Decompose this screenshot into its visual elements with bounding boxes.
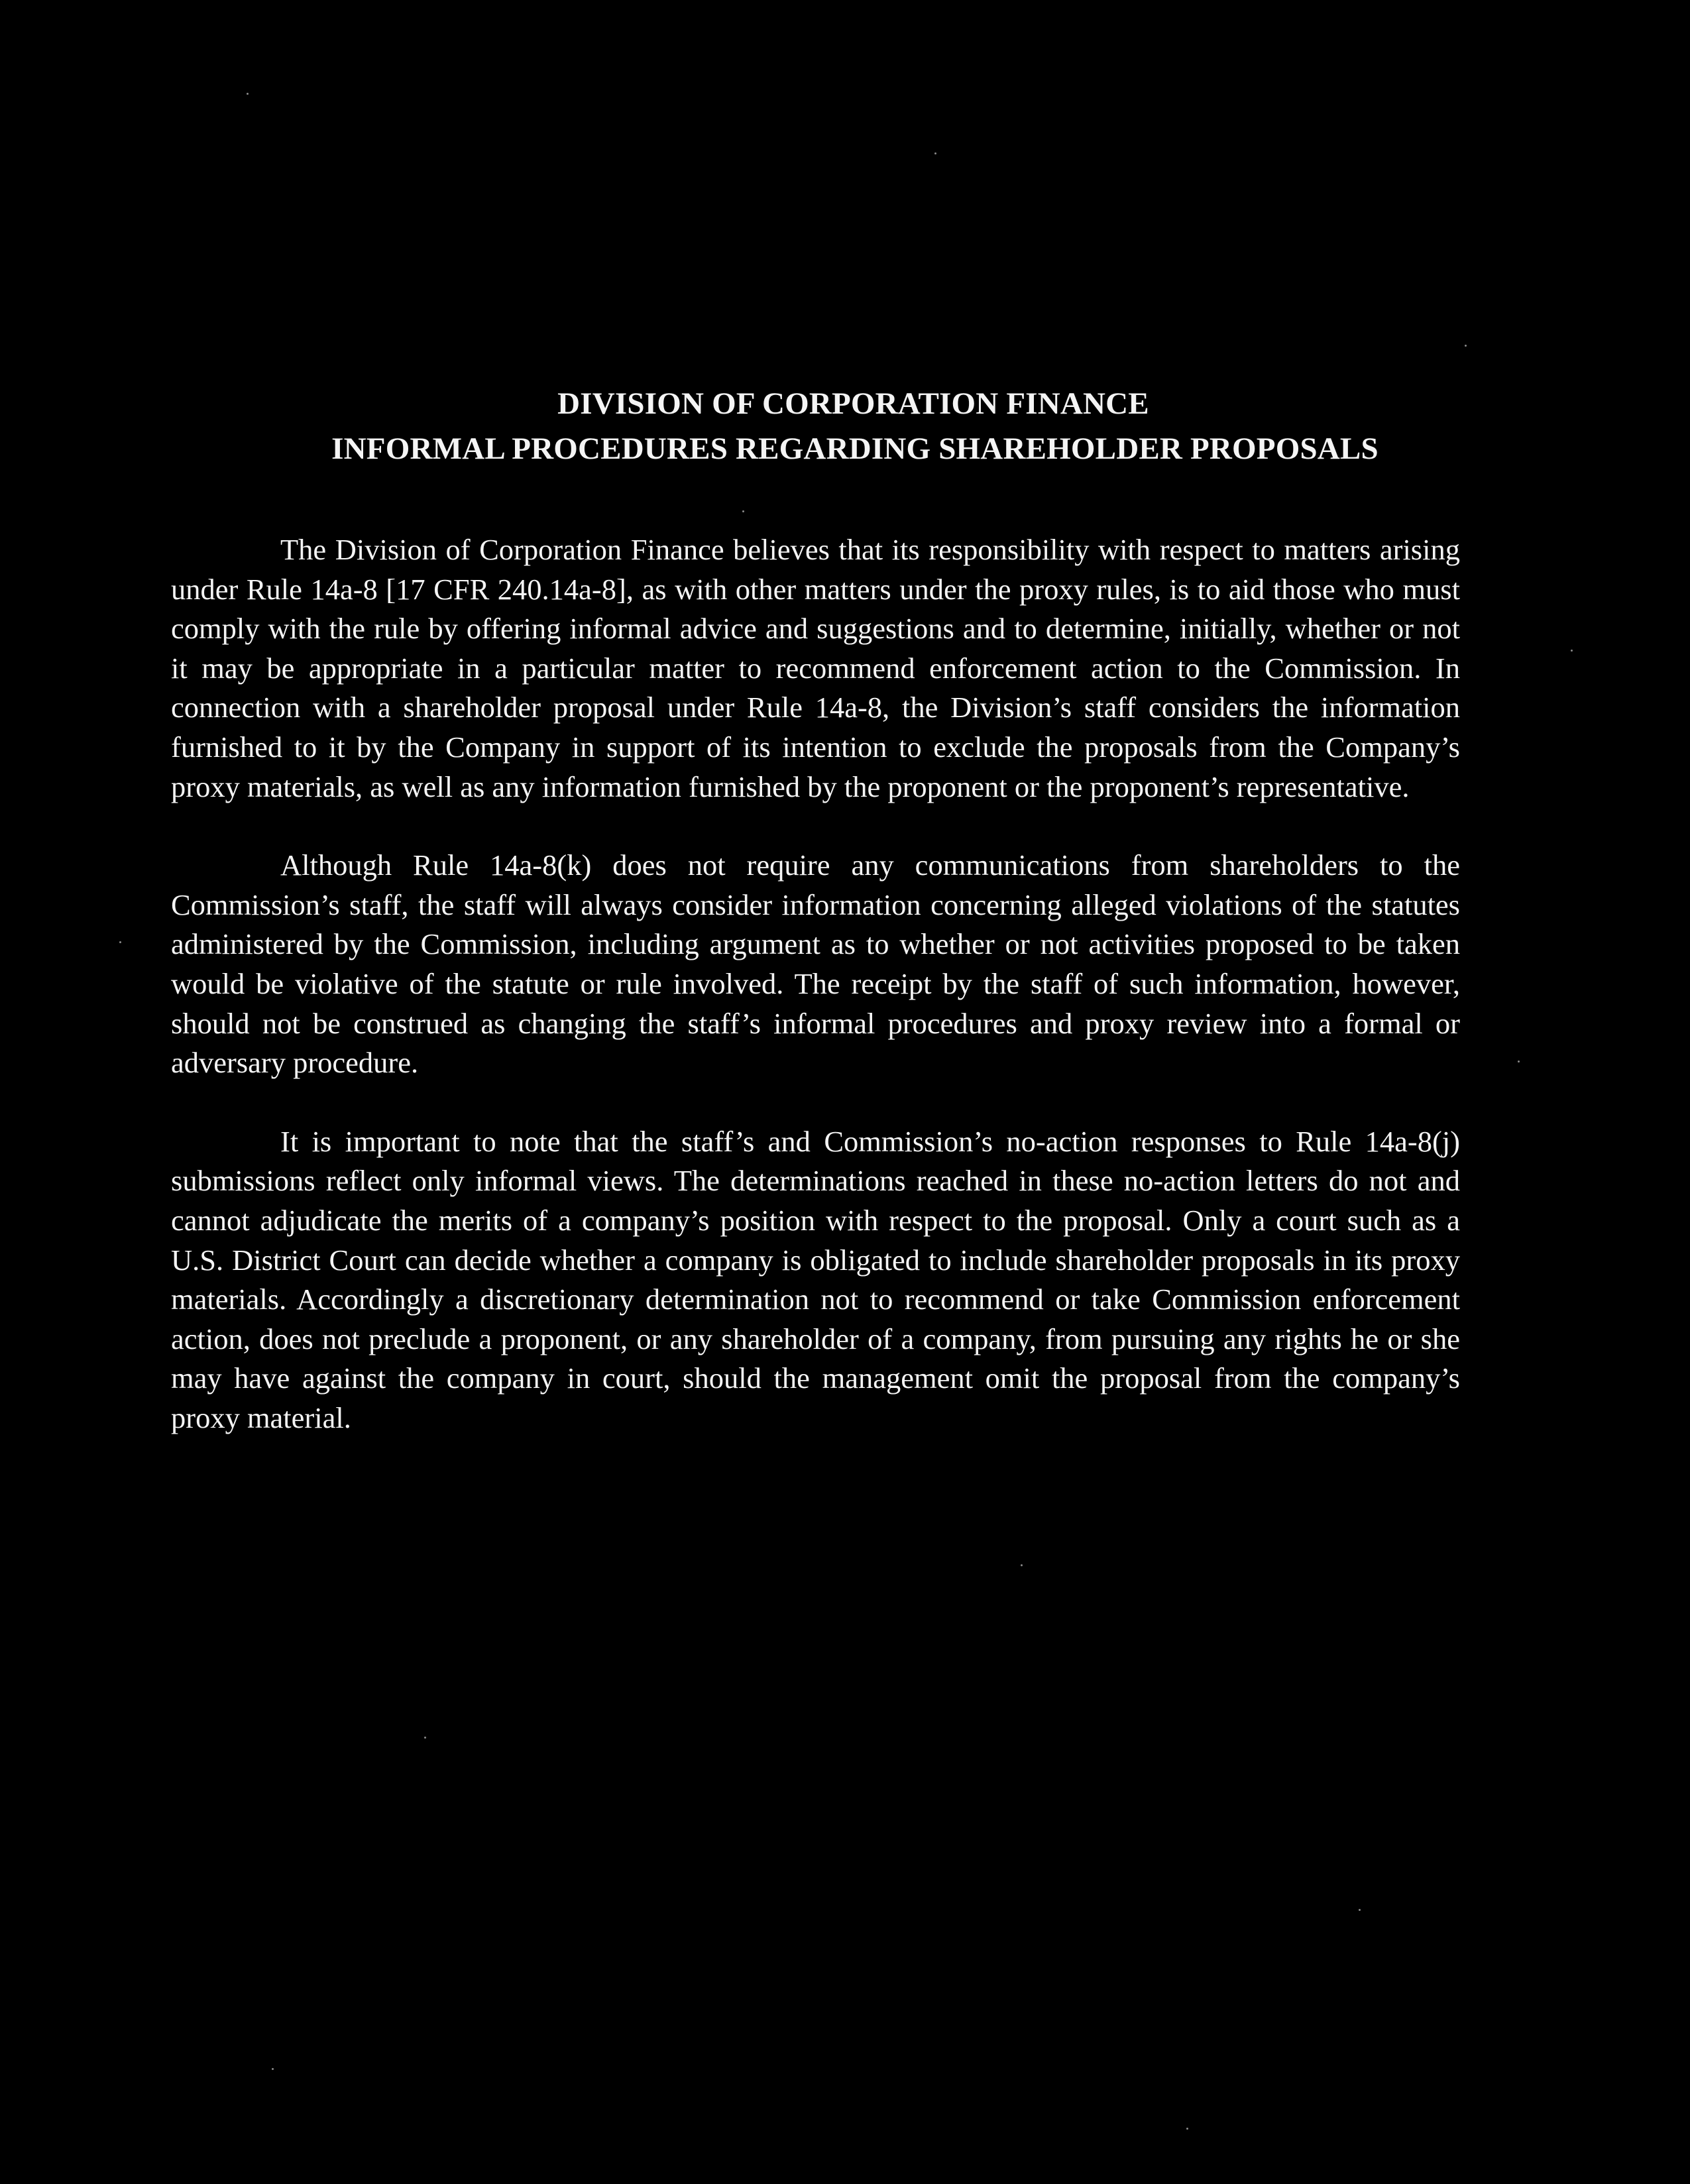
scan-speck [424,1737,426,1739]
document-heading [0,381,1690,471]
paragraph-no-action-views: It is important to note that the staff’s and Commission’s no-action responses to Rule 14a-8(j) submissions reflect only informal views. The determinations reached in these no-action letters do not and cannot adjudicate the merits of a company’s position with respect to the proposal. Only a court such as a U.S. District Court can decide whether a company is obligated to include shareholder proposals in its proxy materials. Accordingly a discretionary determination not to recommend or take Commission enforcement action, does not preclude a proponent, or any shareholder of a company, from pursuing any rights he or she may have against the company in court, should the management omit the proposal from the company’s proxy material. [171,1124,1460,1434]
paragraph-communications: Although Rule 14a-8(k) does not require any communications from shareholders to the Commission’s staff, the staff will always consider information concerning alleged violations of the statutes administered by the Commission, including argument as to whether or not activities proposed to be taken would be violative of the statute or rule involved. The receipt by the staff of such information, however, should not be construed as changing the staff’s informal procedures and proxy review into a formal or adversary procedure. [171,848,1460,1080]
heading-procedures-title: INFORMAL PROCEDURES REGARDING SHAREHOLDER PROPOSALS [331,431,1379,466]
document-body [171,530,1460,1477]
scan-speck [1518,1061,1520,1063]
scan-speck [742,510,744,512]
scan-speck [119,941,121,943]
scan-speck [272,2068,274,2070]
heading-division-title: DIVISION OF CORPORATION FINANCE [557,386,1149,421]
scan-speck [1359,1909,1361,1911]
scan-speck [247,93,249,95]
scan-speck [934,152,936,154]
scan-speck [1571,650,1573,652]
scan-speck [1465,345,1467,347]
scan-speck [1186,2128,1188,2130]
scan-speck [1021,1564,1023,1566]
paragraph-responsibility: The Division of Corporation Finance believes that its responsibility with respect to matters arising under Rule 14a-8 [17 CFR 240.14a-8], as with other matters under the proxy rules, is to aid those who must comply with the rule by offering informal advice and suggestions and to determine, initially, whether or not it may be appropriate in a particular matter to recommend enforcement action to the Commission. In connection with a shareholder proposal under Rule 14a-8, the Division’s staff considers the information furnished to it by the Company in support of its intention to exclude the proposals from the Company’s proxy materials, as well as any information furnished by the proponent or the proponent’s representative. [171,533,1460,803]
